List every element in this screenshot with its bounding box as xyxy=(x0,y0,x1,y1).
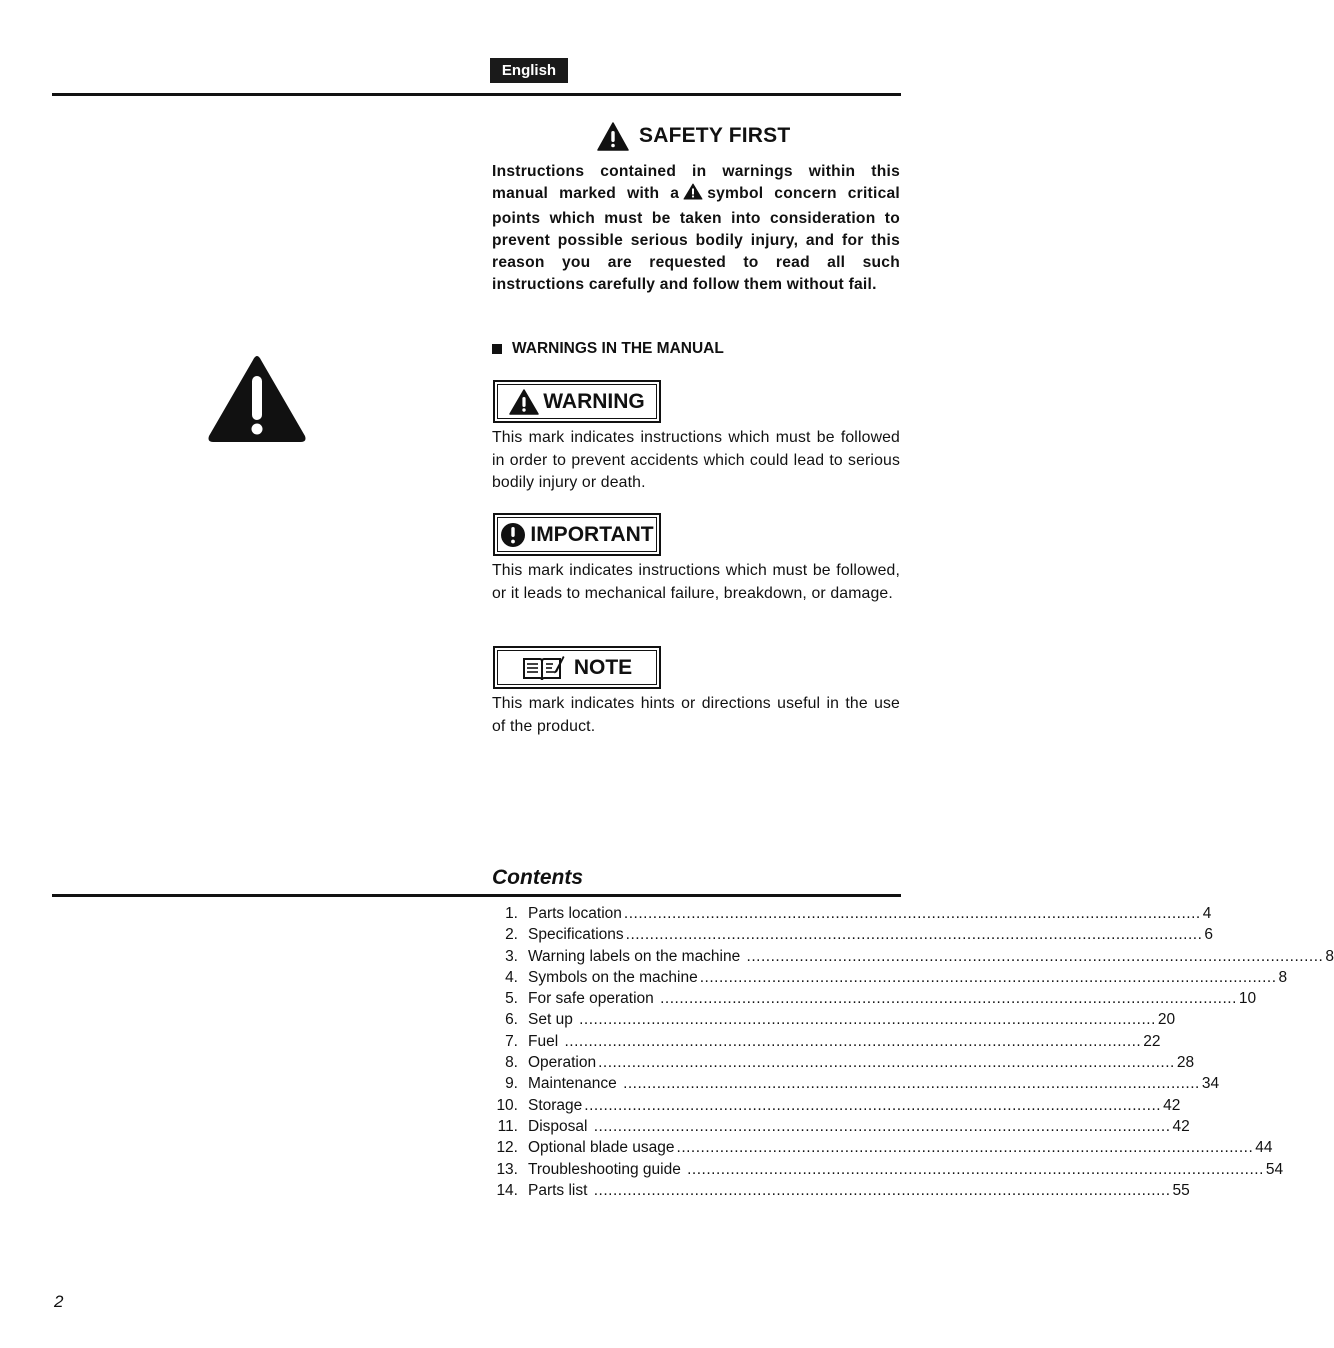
toc-num: 4. xyxy=(505,968,518,986)
toc-num: 11. xyxy=(497,1117,518,1135)
toc-num: 12. xyxy=(496,1139,518,1157)
note-mark-label: NOTE xyxy=(573,655,633,679)
toc-num: 10. xyxy=(496,1096,518,1114)
warning-mark-label: WARNING xyxy=(543,389,645,413)
toc-label: Disposal xyxy=(528,1117,592,1135)
toc-leader: ........................................................................................................................ xyxy=(623,905,1201,922)
open-book-pencil-icon xyxy=(522,654,564,682)
toc-leader: ........................................................................................................................ xyxy=(746,947,1324,965)
toc-num: 5. xyxy=(505,990,518,1008)
toc-num: 3. xyxy=(505,947,518,965)
toc-label: Optional blade usage xyxy=(528,1139,675,1157)
toc-page: 8 xyxy=(1278,968,1288,986)
toc-page: 20 xyxy=(1157,1011,1176,1029)
toc-page: 8 xyxy=(1325,947,1334,965)
safety-first-title xyxy=(597,120,790,152)
toc-item[interactable] xyxy=(492,1116,1190,1137)
contents-title: Contents xyxy=(492,866,583,889)
toc-leader: ........................................................................................................................ xyxy=(593,1117,1171,1135)
toc-leader: ........................................................................................................................ xyxy=(625,926,1203,944)
toc-page: 10 xyxy=(1238,990,1257,1008)
square-bullet-icon xyxy=(492,344,502,354)
toc-num: 2. xyxy=(505,926,518,944)
toc-leader: ........................................................................................................................ xyxy=(579,1011,1156,1029)
intro-text-part2: symbol concern critical points which must be taken into consideration to prevent possible serious bodily injury, and for this reason you are requested to read all such instructions carefully and follow them without fail. xyxy=(492,185,900,294)
toc-leader: ........................................................................................................................ xyxy=(593,1181,1171,1199)
toc-item[interactable] xyxy=(492,1009,1176,1030)
toc-item[interactable] xyxy=(492,1073,1220,1094)
toc-label: Parts location xyxy=(528,905,622,922)
toc-item[interactable] xyxy=(492,1137,1273,1158)
safety-first-label: SAFETY FIRST xyxy=(639,124,791,147)
toc-label: For safe operation xyxy=(528,990,659,1008)
warning-mark-box xyxy=(493,380,661,423)
toc-item[interactable] xyxy=(492,1159,1284,1180)
toc-num: 8. xyxy=(505,1054,518,1072)
toc-num: 9. xyxy=(505,1075,518,1093)
toc-label: Storage xyxy=(528,1096,583,1114)
contents-rule xyxy=(52,894,901,897)
toc-page: 6 xyxy=(1204,926,1214,944)
large-warning-triangle-icon xyxy=(206,354,308,444)
toc-leader: ........................................................................................................................ xyxy=(699,968,1277,986)
toc-label: Set up xyxy=(528,1011,578,1029)
toc-label: Operation xyxy=(528,1054,597,1072)
toc-leader: ........................................................................................................................ xyxy=(687,1160,1264,1178)
toc-label: Maintenance xyxy=(528,1075,622,1093)
toc-page: 44 xyxy=(1255,1139,1273,1157)
toc-label: Symbols on the machine xyxy=(528,968,698,986)
toc-label: Warning labels on the machine xyxy=(528,947,745,965)
toc-num: 13. xyxy=(496,1160,518,1178)
toc-page: 4 xyxy=(1202,905,1212,922)
exclamation-circle-icon xyxy=(500,522,526,548)
toc-leader: ........................................................................................................................ xyxy=(623,1075,1200,1093)
toc-page: 28 xyxy=(1176,1054,1195,1072)
toc-leader: ........................................................................................................................ xyxy=(598,1054,1175,1072)
toc-num: 6. xyxy=(505,1011,518,1029)
toc-leader: ........................................................................................................................ xyxy=(676,1139,1254,1157)
toc-label: Troubleshooting guide xyxy=(528,1160,686,1178)
safety-intro-paragraph xyxy=(492,161,900,297)
toc-leader: ........................................................................................................................ xyxy=(564,1032,1142,1050)
language-tab: English xyxy=(490,58,568,83)
toc-page: 22 xyxy=(1143,1032,1161,1050)
warnings-section-heading xyxy=(492,340,724,358)
toc-num: 14. xyxy=(496,1181,518,1199)
toc-num: 7. xyxy=(505,1032,518,1050)
note-description: This mark indicates hints or directions useful in the use of the product. xyxy=(492,695,900,735)
toc-label: Specifications xyxy=(528,926,624,944)
toc-page: 34 xyxy=(1201,1075,1220,1093)
top-rule xyxy=(52,93,901,96)
toc-item[interactable] xyxy=(492,967,1288,988)
toc-leader: ........................................................................................................................ xyxy=(660,990,1237,1008)
toc-page: 54 xyxy=(1265,1160,1284,1178)
toc-page: 42 xyxy=(1172,1117,1190,1135)
toc-item[interactable] xyxy=(492,924,1214,945)
important-description: This mark indicates instructions which must be followed, or it leads to mechanical failure, breakdown, or damage. xyxy=(492,562,900,602)
toc-item[interactable] xyxy=(492,1180,1190,1201)
toc-item[interactable] xyxy=(492,946,1334,967)
toc-item[interactable] xyxy=(492,1095,1181,1116)
toc-item[interactable] xyxy=(492,988,1257,1009)
warning-triangle-icon xyxy=(597,122,629,151)
toc-leader: ........................................................................................................................ xyxy=(584,1096,1162,1114)
important-mark-label: IMPORTANT xyxy=(530,522,654,546)
note-mark-box xyxy=(493,646,661,689)
important-mark-box xyxy=(493,513,661,556)
toc-item[interactable] xyxy=(492,1031,1161,1052)
toc-label: Fuel xyxy=(528,1032,563,1050)
warning-description: This mark indicates instructions which must be followed in order to prevent accidents which could lead to serious bodily injury or death. xyxy=(492,429,900,492)
inline-warning-triangle-icon xyxy=(683,183,703,207)
toc-num: 1. xyxy=(505,905,518,922)
warnings-heading-text: WARNINGS IN THE MANUAL xyxy=(512,340,724,357)
table-of-contents xyxy=(492,903,1334,1201)
toc-label: Parts list xyxy=(528,1181,592,1199)
warning-triangle-icon xyxy=(509,389,539,415)
intro-text-part1: Instructions contained in warnings within this manual marked with a xyxy=(492,163,900,203)
toc-page: 42 xyxy=(1163,1096,1181,1114)
page-number: 2 xyxy=(54,1292,64,1311)
toc-item[interactable] xyxy=(492,1052,1195,1073)
toc-page: 55 xyxy=(1172,1181,1190,1199)
toc-item[interactable] xyxy=(492,903,1212,924)
